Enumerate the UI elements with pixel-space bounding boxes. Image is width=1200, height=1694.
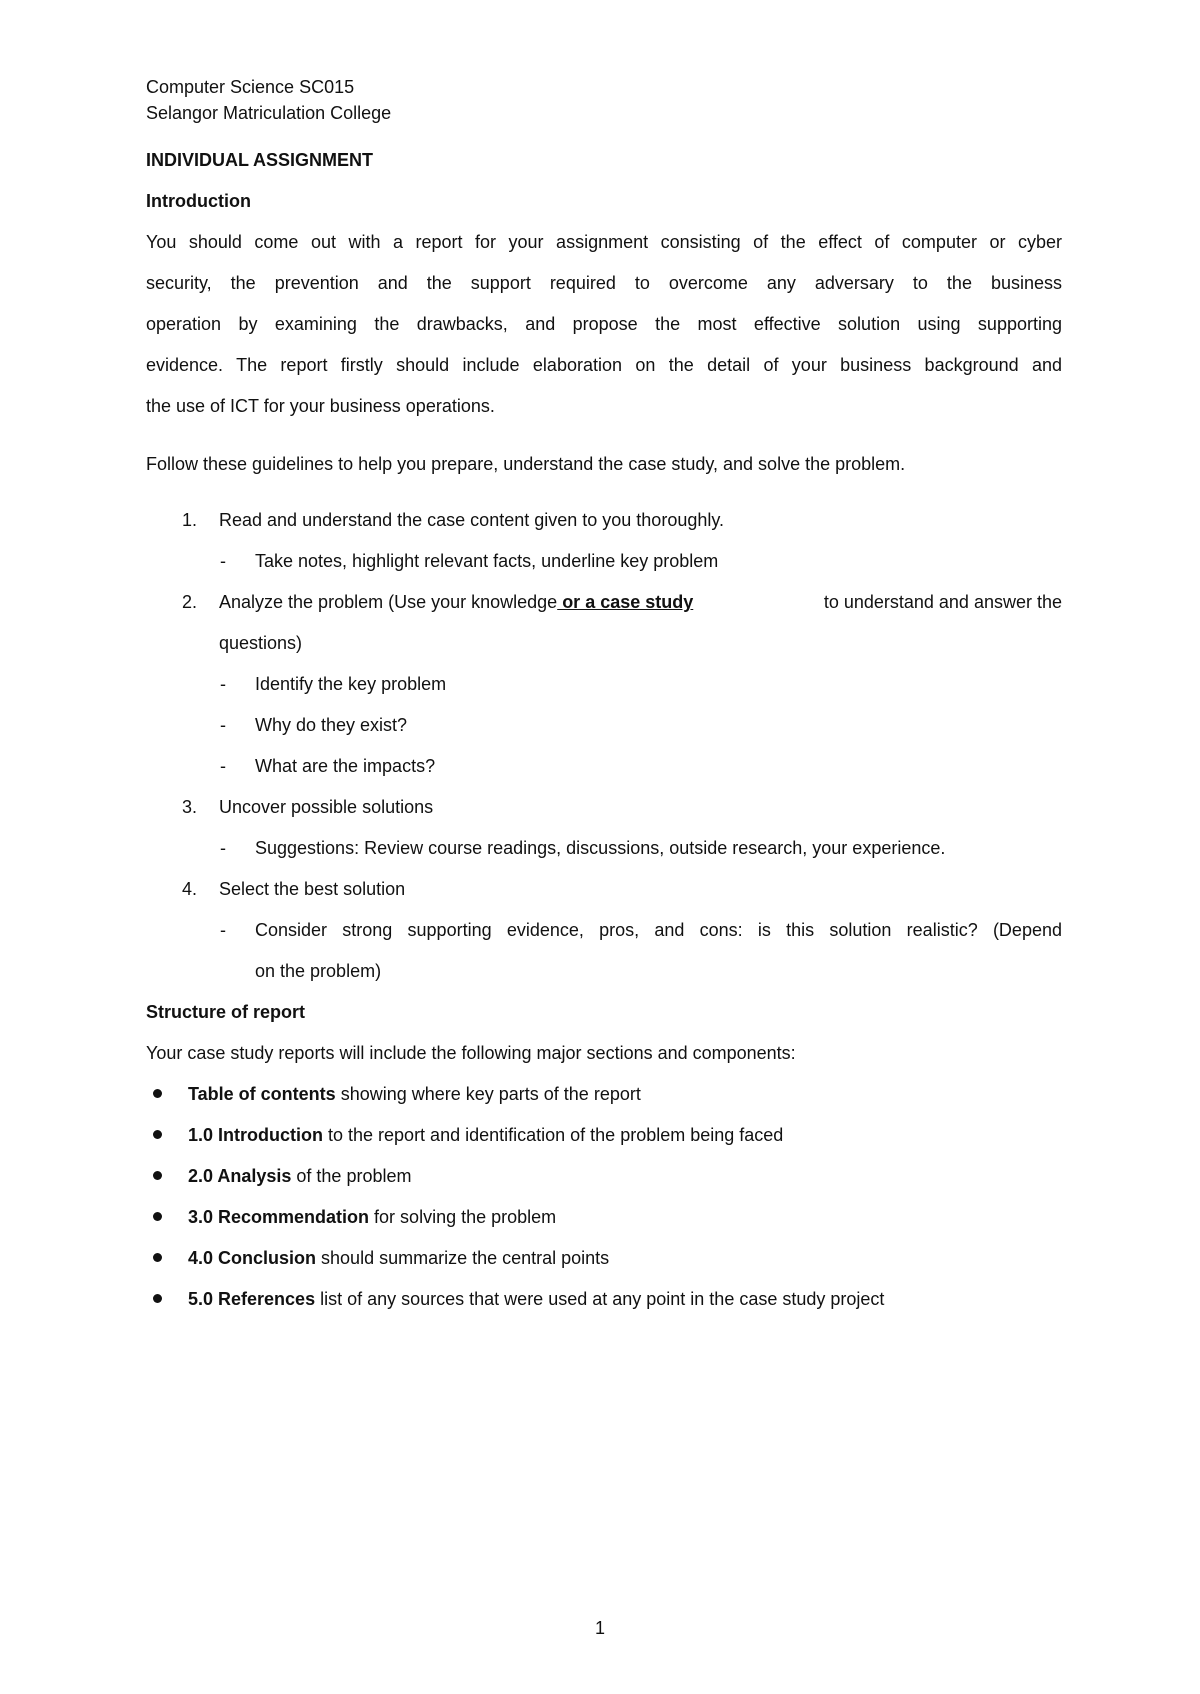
bullet-icon [153,1089,162,1098]
section-name: 3.0 Recommendation [188,1207,370,1227]
step-text-part: Analyze the problem (Use your knowledge [219,592,558,612]
bullet-icon [153,1212,162,1221]
intro-paragraph-line: operation by examining the drawbacks, and propose the most effective solution using supporting [146,314,1062,334]
dash-marker: - [220,551,226,571]
section-description: to the report and identification of the problem being faced [323,1125,784,1145]
structure-heading: Structure of report [146,1002,306,1022]
report-section-item [188,1164,411,1188]
page-number: 1 [594,1618,605,1638]
step-number: 2. [181,592,197,612]
report-section-item [188,1287,884,1311]
section-description: of the problem [291,1166,412,1186]
sub-step-text: Suggestions: Review course readings, discussions, outside research, your experience. [255,838,946,858]
bullet-icon [153,1294,162,1303]
sub-step-text: Consider strong supporting evidence, pros, and cons: is this solution realistic? (Depend [255,920,1062,940]
intro-paragraph-line: the use of ICT for your business operations. [146,396,495,416]
section-description: should summarize the central points [316,1248,610,1268]
document-title: INDIVIDUAL ASSIGNMENT [146,150,374,170]
sub-step-text: Take notes, highlight relevant facts, underline key problem [255,551,719,571]
guidelines-intro: Follow these guidelines to help you prepare, understand the case study, and solve the problem. [146,454,906,474]
bullet-icon [153,1171,162,1180]
step-number: 4. [181,879,197,899]
intro-paragraph-line: security, the prevention and the support required to overcome any adversary to the business [146,273,1062,293]
dash-marker: - [220,674,226,694]
step-text-part: to understand and answer the [818,592,1062,612]
section-name: 5.0 References [188,1289,316,1309]
sub-step-text: Identify the key problem [255,674,447,694]
step-text-continued: questions) [219,633,303,653]
dash-marker: - [220,756,226,776]
sub-step-text: What are the impacts? [255,756,436,776]
dash-marker: - [220,838,226,858]
section-name: 2.0 Analysis [188,1166,292,1186]
section-description: for solving the problem [369,1207,557,1227]
section-description: list of any sources that were used at any point in the case study project [315,1289,885,1309]
section-description: showing where key parts of the report [335,1084,641,1104]
college-name: Selangor Matriculation College [146,103,392,123]
structure-intro: Your case study reports will include the following major sections and components: [146,1043,796,1063]
step-text: Uncover possible solutions [219,797,434,817]
step-number: 3. [181,797,197,817]
sub-step-text: Why do they exist? [255,715,408,735]
section-name: 4.0 Conclusion [188,1248,317,1268]
dash-marker: - [220,715,226,735]
introduction-heading: Introduction [146,191,251,211]
sub-step-text-continued: on the problem) [255,961,382,981]
step-text [219,590,1062,614]
report-section-item [188,1123,783,1147]
step-text: Select the best solution [219,879,406,899]
bullet-icon [153,1253,162,1262]
intro-paragraph-line: evidence. The report firstly should include elaboration on the detail of your business background and [146,355,1062,375]
bullet-icon [153,1130,162,1139]
section-name: 1.0 Introduction [188,1125,323,1145]
report-section-item [188,1246,609,1270]
report-section-item [188,1082,641,1106]
dash-marker: - [220,920,226,940]
step-text: Read and understand the case content given to you thoroughly. [219,510,725,530]
report-section-item [188,1205,556,1229]
course-name: Computer Science SC015 [146,77,355,97]
intro-paragraph-line: You should come out with a report for your assignment consisting of the effect of computer or cyber [146,232,1062,252]
step-number: 1. [181,510,197,530]
section-name: Table of contents [188,1084,336,1104]
underlined-emphasis: or a case study [557,592,694,612]
